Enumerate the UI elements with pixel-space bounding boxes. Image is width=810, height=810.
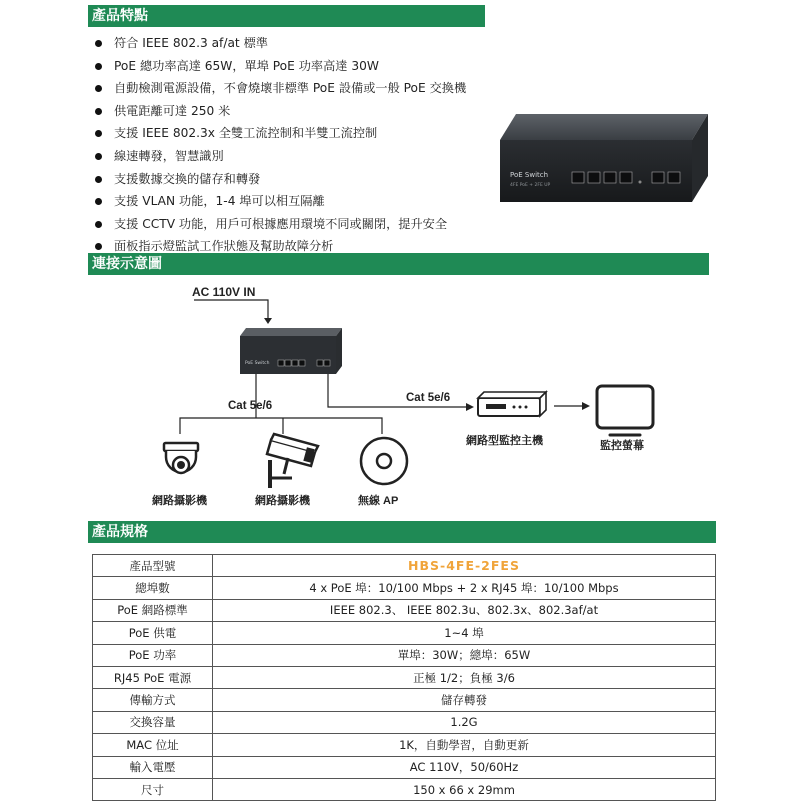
spec-value: 儲存轉發 [213, 689, 716, 711]
feature-item [92, 145, 512, 168]
feature-text: 符合 IEEE 802.3 af/at 標準 [114, 36, 268, 50]
feature-text: 支援數據交換的儲存和轉發 [114, 171, 261, 186]
spec-key: PoE 網路標準 [93, 599, 213, 621]
table-row [93, 599, 716, 621]
product-device-sublabel: 4FE PoE + 2FE UP [510, 183, 551, 188]
spec-section-header [88, 521, 716, 543]
spec-key: 交換容量 [93, 711, 213, 733]
diagram-section-header [88, 253, 709, 275]
bullet-icon [95, 176, 102, 183]
table-row [93, 577, 716, 599]
feature-text: 支援 VLAN 功能，1-4 埠可以相互隔離 [114, 194, 325, 209]
features-list [92, 32, 512, 258]
feature-item [92, 100, 512, 123]
connection-diagram-graphic [88, 280, 718, 520]
poe-switch-icon [240, 328, 342, 374]
spec-key: PoE 功率 [93, 644, 213, 666]
nvr-label: 網路型監控主機 [466, 435, 543, 447]
dome-camera-label: 網路攝影機 [152, 495, 207, 507]
bullet-camera-icon [267, 434, 318, 488]
bullet-icon [95, 40, 102, 47]
nvr-to-monitor-arrow [582, 402, 590, 410]
monitor-label: 監控螢幕 [600, 440, 644, 452]
table-row [93, 644, 716, 666]
bullet-camera-label: 網路攝影機 [255, 495, 310, 507]
spec-key: 尺寸 [93, 778, 213, 800]
spec-value: 正極 1/2；負極 3/6 [213, 666, 716, 688]
wireless-ap-icon [361, 438, 407, 484]
bullet-icon [95, 85, 102, 92]
spec-value-model: HBS-4FE-2FES [213, 555, 716, 577]
switch-device-label: PoE Switch [245, 361, 270, 366]
feature-item [92, 32, 512, 55]
feature-item [92, 213, 512, 236]
nvr-icon [478, 392, 546, 416]
table-row [93, 778, 716, 800]
feature-text: 線速轉發，智慧識別 [114, 148, 224, 163]
spec-value: 1.2G [213, 711, 716, 733]
table-row [93, 622, 716, 644]
connection-diagram [88, 280, 718, 520]
spec-key: 產品型號 [93, 555, 213, 577]
table-row [93, 689, 716, 711]
table-row [93, 734, 716, 756]
monitor-icon [597, 386, 653, 435]
right-cable-label: Cat 5e/6 [406, 392, 451, 404]
bullet-icon [95, 108, 102, 115]
dome-camera-icon [164, 443, 198, 473]
left-cable-label: Cat 5e/6 [228, 400, 273, 412]
spec-key: 傳輸方式 [93, 689, 213, 711]
spec-key: 輸入電壓 [93, 756, 213, 778]
table-row [93, 666, 716, 688]
spec-table [92, 554, 716, 801]
spec-value: IEEE 802.3、 IEEE 802.3u、802.3x、802.3af/at [213, 599, 716, 621]
bullet-icon [95, 63, 102, 70]
spec-value: 單埠：30W；總埠：65W [213, 644, 716, 666]
ac-power-label: AC 110V IN [192, 285, 256, 299]
bullet-icon [95, 243, 102, 250]
feature-text: 供電距離可達 250 米 [114, 103, 231, 118]
feature-text: 支援 CCTV 功能，用戶可根據應用環境不同或關閉，提升安全 [114, 216, 448, 231]
spec-key: PoE 供電 [93, 622, 213, 644]
spec-value: AC 110V，50/60Hz [213, 756, 716, 778]
feature-item [92, 77, 512, 100]
spec-value: 1~4 埠 [213, 622, 716, 644]
ap-label: 無線 AP [358, 495, 399, 507]
feature-item [92, 168, 512, 191]
spec-value: 1K，自動學習，自動更新 [213, 734, 716, 756]
poe-switch-product-image [496, 110, 708, 210]
bullet-icon [95, 198, 102, 205]
feature-item [92, 55, 512, 78]
features-section-header [88, 5, 485, 27]
table-row [93, 711, 716, 733]
left-cable-tree [180, 374, 382, 434]
feature-text: PoE 總功率高達 65W，單埠 PoE 功率高達 30W [114, 58, 379, 73]
feature-text: 支援 IEEE 802.3x 全雙工流控制和半雙工流控制 [114, 126, 378, 141]
feature-text: 自動檢測電源設備，不會燒壞非標準 PoE 設備或一般 PoE 交換機 [114, 81, 467, 96]
spec-key: 總埠數 [93, 577, 213, 599]
diagram-section-title: 連接示意圖 [92, 256, 162, 272]
spec-section-title: 產品規格 [92, 524, 148, 540]
table-row [93, 756, 716, 778]
feature-item [92, 122, 512, 145]
spec-key: MAC 位址 [93, 734, 213, 756]
ac-power-line [194, 300, 268, 320]
table-row [93, 555, 716, 577]
bullet-icon [95, 153, 102, 160]
feature-text: 面板指示燈監試工作狀態及幫助故障分析 [114, 239, 334, 254]
features-section-title: 產品特點 [92, 8, 148, 24]
spec-key: RJ45 PoE 電源 [93, 666, 213, 688]
spec-value: 150 x 66 x 29mm [213, 778, 716, 800]
ac-power-arrow [264, 318, 272, 324]
right-cable-arrow [466, 403, 474, 411]
spec-value: 4 x PoE 埠：10/100 Mbps + 2 x RJ45 埠：10/100 Mbps [213, 577, 716, 599]
feature-item [92, 190, 512, 213]
bullet-icon [95, 221, 102, 228]
product-device-label: PoE Switch [510, 171, 549, 179]
bullet-icon [95, 130, 102, 137]
